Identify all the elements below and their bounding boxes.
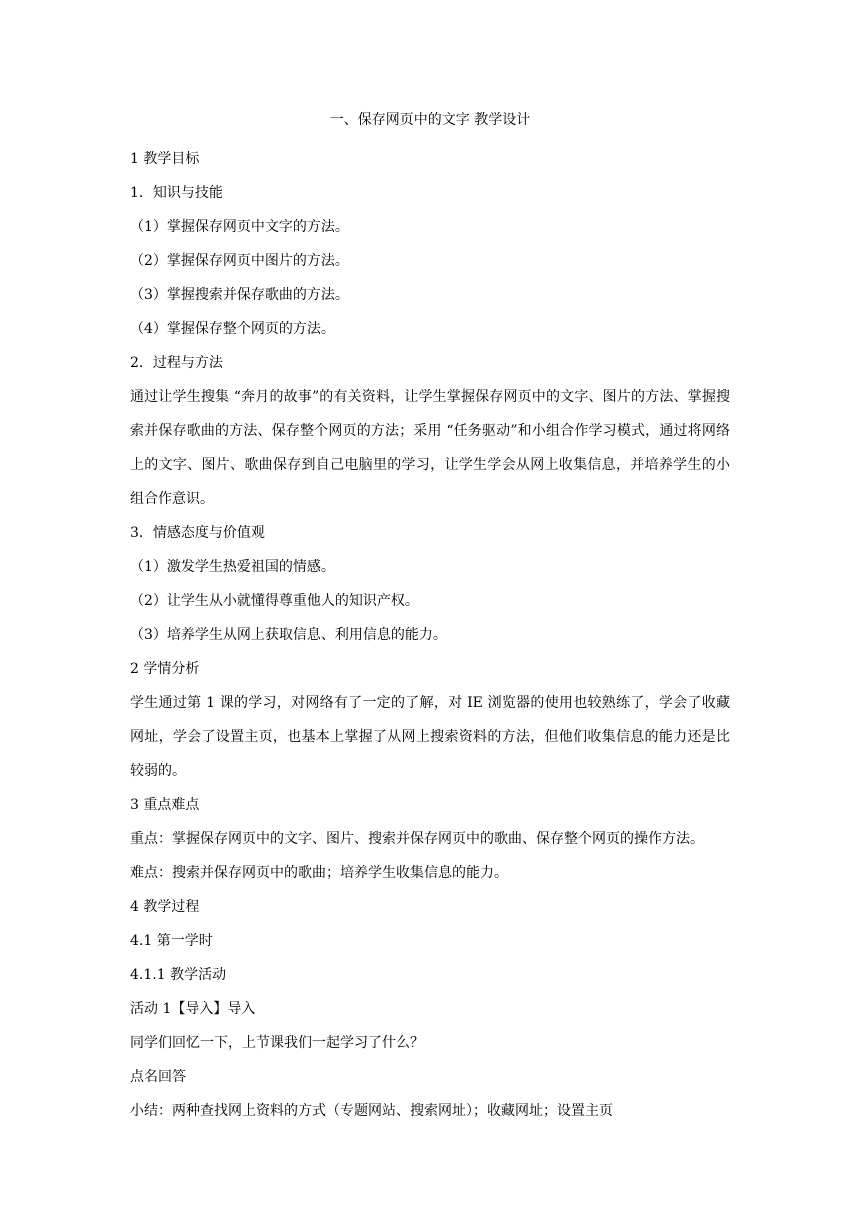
list-item: （2）让学生从小就懂得尊重他人的知识产权。 xyxy=(130,593,419,609)
document-body xyxy=(130,142,730,1128)
list-item: （4）掌握保存整个网页的方法。 xyxy=(130,321,335,337)
list-item: （1）激发学生热爱祖国的情感。 xyxy=(130,559,335,575)
list-item: （3）培养学生从网上获取信息、利用信息的能力。 xyxy=(130,627,447,643)
list-item: （1）掌握保存网页中文字的方法。 xyxy=(130,219,349,235)
paragraph: 学生通过第 1 课的学习，对网络有了一定的了解，对 IE 浏览器的使用也较熟练了，学会了收藏网址，学会了设置主页，也基本上掌握了从网上搜索资料的方法，但他们收集信息的能力还是比较弱的。 xyxy=(130,695,730,779)
section-heading: 2 学情分析 xyxy=(130,661,200,677)
text-line: 小结：两种查找网上资料的方式（专题网站、搜索网址）；收藏网址；设置主页 xyxy=(130,1103,613,1119)
text-line: 重点：掌握保存网页中的文字、图片、搜索并保存网页中的歌曲、保存整个网页的操作方法。 xyxy=(130,831,704,847)
text-line: 难点：搜索并保存网页中的歌曲；培养学生收集信息的能力。 xyxy=(130,865,508,881)
subsection-heading: 4.1 第一学时 xyxy=(130,933,213,949)
text-line: 活动 1【导入】导入 xyxy=(130,1001,256,1017)
text-line: 点名回答 xyxy=(130,1069,186,1085)
list-item: （2）掌握保存网页中图片的方法。 xyxy=(130,253,349,269)
list-item: （3）掌握搜索并保存歌曲的方法。 xyxy=(130,287,349,303)
text-line: 同学们回忆一下，上节课我们一起学习了什么？ xyxy=(130,1035,424,1051)
section-heading: 3 重点难点 xyxy=(130,797,200,813)
document-title: 一、保存网页中的文字 教学设计 xyxy=(329,112,531,128)
subsection-heading: 1．知识与技能 xyxy=(130,185,223,201)
paragraph: 通过让学生搜集 “奔月的故事”的有关资料，让学生掌握保存网页中的文字、图片的方法、掌握搜索并保存歌曲的方法、保存整个网页的方法；采用 “任务驱动”和小组合作学习模式，通过将网络上的文字、图片、歌曲保存到自己电脑里的学习，让学生学会从网上收集信息，并培养学生的小组合作意识。 xyxy=(130,389,730,507)
section-heading: 1 教学目标 xyxy=(130,151,200,167)
section-heading: 4 教学过程 xyxy=(130,899,200,915)
subsection-heading: 2．过程与方法 xyxy=(130,355,223,371)
subsection-heading: 3．情感态度与价值观 xyxy=(130,525,265,541)
subsection-heading: 4.1.1 教学活动 xyxy=(130,967,227,983)
